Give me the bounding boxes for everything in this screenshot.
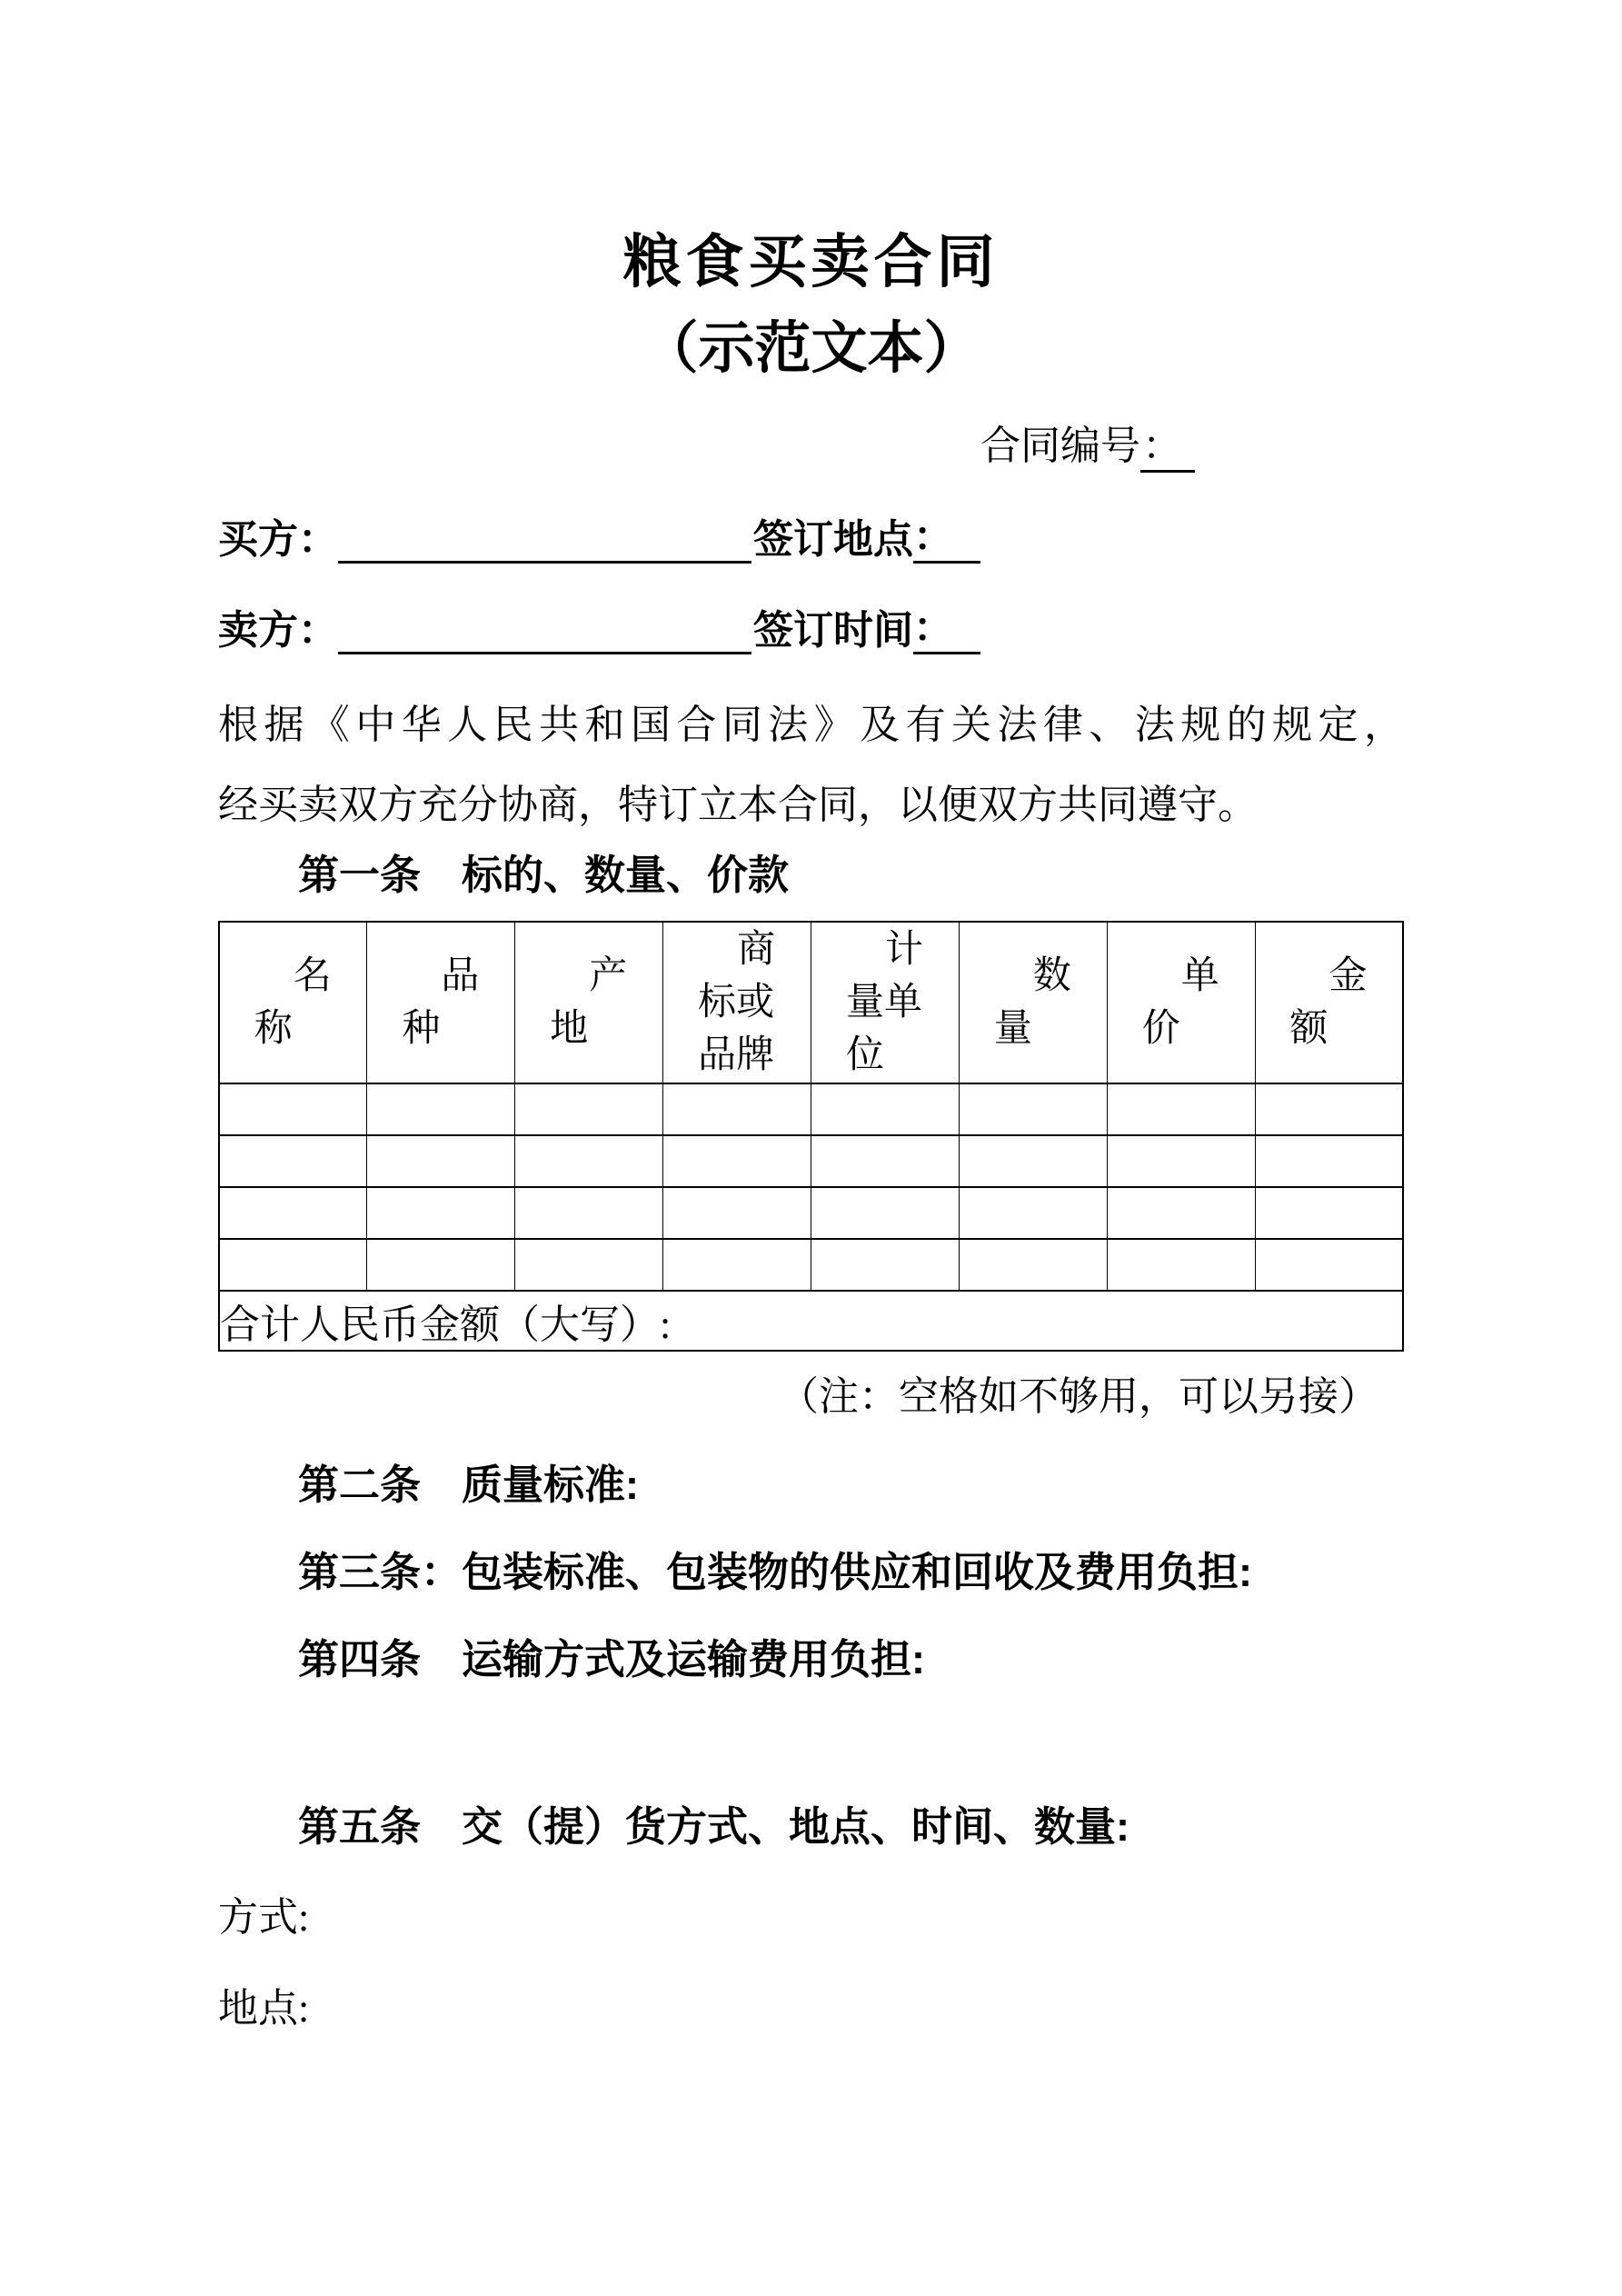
empty-cell[interactable] (663, 1083, 811, 1135)
column-header (1107, 922, 1255, 1083)
goods-table-header-row (219, 922, 1403, 1083)
preamble-line-2: 经买卖双方充分协商，特订立本合同，以便双方共同遵守。 (218, 783, 1258, 827)
empty-cell[interactable] (811, 1083, 960, 1135)
buyer-row (218, 511, 1404, 564)
goods-table-row (219, 1187, 1403, 1239)
column-header-text: 计量单位 (845, 929, 923, 1076)
empty-cell[interactable] (219, 1135, 367, 1187)
column-header-text: 数量 (993, 955, 1071, 1050)
empty-cell[interactable] (515, 1239, 663, 1291)
sign-place-blank[interactable]: ： (913, 514, 980, 564)
column-header-text: 单价 (1141, 955, 1219, 1050)
articles-list (218, 1462, 1404, 1849)
empty-cell[interactable] (663, 1187, 811, 1239)
empty-cell[interactable] (811, 1135, 960, 1187)
empty-cell[interactable] (1255, 1083, 1403, 1135)
empty-cell[interactable] (811, 1187, 960, 1239)
column-header (219, 922, 367, 1083)
seller-name-blank[interactable] (338, 604, 751, 654)
delivery-place-field: 地点: (218, 1986, 310, 2031)
article1-heading: 第一条 标的、数量、价款 (298, 852, 790, 898)
empty-cell[interactable] (959, 1187, 1107, 1239)
seller-label: 卖方： (218, 608, 338, 653)
empty-cell[interactable] (367, 1083, 515, 1135)
empty-cell[interactable] (959, 1135, 1107, 1187)
doc-title: 粮食买卖合同 (622, 229, 1000, 294)
column-header (811, 922, 960, 1083)
preamble (218, 685, 1404, 845)
empty-cell[interactable] (367, 1135, 515, 1187)
column-header-text: 商标或品牌 (698, 929, 776, 1076)
empty-cell[interactable] (367, 1187, 515, 1239)
sign-time-label: 签订时间 (753, 608, 913, 653)
column-header (959, 922, 1107, 1083)
contract-number-label: 合同编号 (980, 424, 1140, 468)
contract-number-line (218, 423, 1404, 473)
party-rows (218, 511, 1404, 654)
empty-cell[interactable] (1255, 1239, 1403, 1291)
empty-cell[interactable] (515, 1187, 663, 1239)
goods-table-row (219, 1135, 1403, 1187)
goods-table-total-row (219, 1291, 1403, 1351)
empty-cell[interactable] (1107, 1187, 1255, 1239)
column-header-text: 名称 (254, 955, 332, 1050)
column-header (1255, 922, 1403, 1083)
empty-cell[interactable] (1255, 1187, 1403, 1239)
preamble-line-1: 根据《中华人民共和国合同法》及有关法律、法规的规定， (218, 703, 1404, 747)
column-header (663, 922, 811, 1083)
seller-row (218, 602, 1404, 654)
empty-cell[interactable] (811, 1239, 960, 1291)
empty-cell[interactable] (219, 1239, 367, 1291)
delivery-fields (218, 1896, 1404, 2031)
column-header-text: 产地 (550, 955, 628, 1050)
table-note: （注：空格如不够用，可以另接） (779, 1374, 1378, 1419)
empty-cell[interactable] (367, 1239, 515, 1291)
sign-place-label: 签订地点 (753, 517, 913, 562)
column-header (367, 922, 515, 1083)
article-heading-2: 第二条 质量标准: (298, 1462, 639, 1508)
buyer-name-blank[interactable] (338, 514, 751, 564)
empty-cell[interactable] (663, 1239, 811, 1291)
contract-number-blank[interactable]: ： (1140, 423, 1195, 473)
empty-cell[interactable] (219, 1083, 367, 1135)
column-header-text: 金额 (1289, 955, 1368, 1050)
empty-cell[interactable] (1107, 1239, 1255, 1291)
empty-cell[interactable] (959, 1239, 1107, 1291)
article-heading-5: 第五条 交（提）货方式、地点、时间、数量: (298, 1803, 1129, 1850)
article-heading-3: 第三条：包装标准、包装物的供应和回收及费用负担: (298, 1549, 1252, 1595)
empty-cell[interactable] (515, 1135, 663, 1187)
empty-cell[interactable] (959, 1083, 1107, 1135)
column-header (515, 922, 663, 1083)
buyer-label: 买方： (218, 517, 338, 562)
empty-cell[interactable] (1255, 1135, 1403, 1187)
column-header-text: 品种 (402, 955, 480, 1050)
sign-time-blank[interactable]: ： (913, 604, 980, 654)
empty-cell[interactable] (515, 1083, 663, 1135)
doc-subtitle: （示范文本） (642, 317, 980, 380)
empty-cell[interactable] (1107, 1135, 1255, 1187)
empty-cell[interactable] (219, 1187, 367, 1239)
total-amount-cell[interactable]: 合计人民币金额（大写）: (219, 1291, 1403, 1351)
goods-table (218, 921, 1404, 1352)
article-heading-4: 第四条 运输方式及运输费用负担: (298, 1636, 925, 1682)
empty-cell[interactable] (1107, 1083, 1255, 1135)
goods-table-row (219, 1239, 1403, 1291)
goods-table-row (219, 1083, 1403, 1135)
delivery-method-field: 方式: (218, 1895, 310, 1940)
empty-cell[interactable] (663, 1135, 811, 1187)
